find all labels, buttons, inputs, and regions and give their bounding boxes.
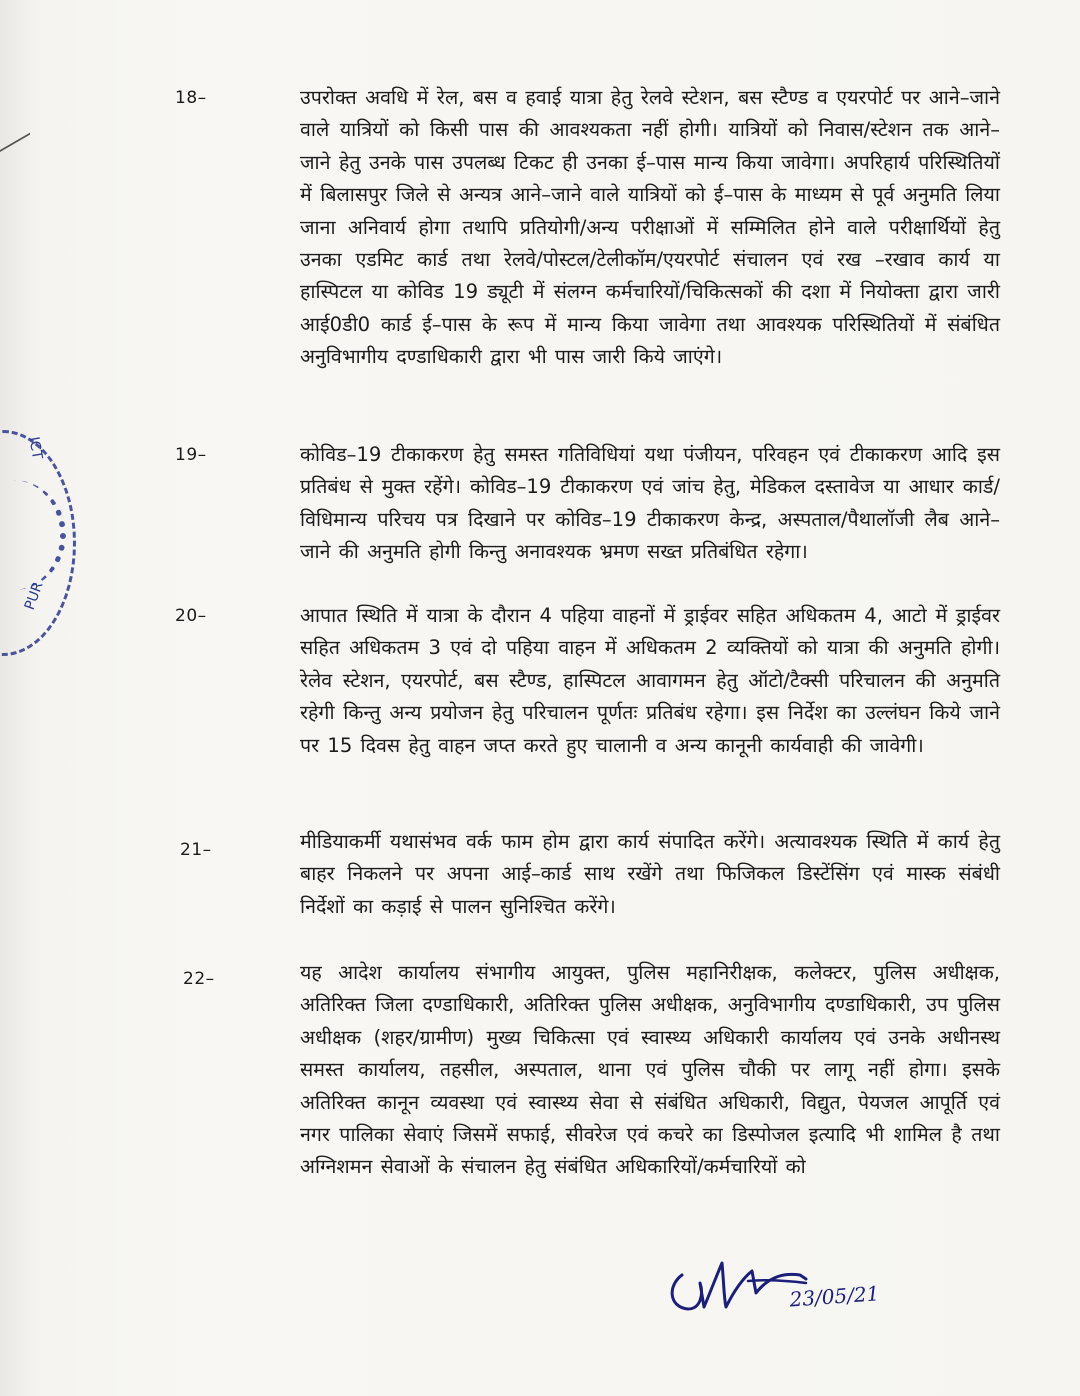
clause-text: मीडियाकर्मी यथासंभव वर्क फाम होम द्वारा कार्य संपादित करेंगे। अत्यावश्यक स्थिति में कार्य हेतु बाहर निकलने पर अपना आई–कार्ड साथ रखेंगे तथा फिजिकल डिस्टेंसिंग एवं मास्क संबंधी निर्देशों का कड़ाई से पालन सुनिश्चित करेंगे। — [300, 830, 1000, 918]
clause-number: 22– — [183, 969, 215, 989]
seal-text-bottom: PUR — [21, 579, 47, 613]
clause-text: यह आदेश कार्यालय संभागीय आयुक्त, पुलिस महानिरीक्षक, कलेक्टर, पुलिस अधीक्षक, अतिरिक्त जिला दण्डाधिकारी, अतिरिक्त पुलिस अधीक्षक, अनुविभागीय दण्डाधिकारी, उप पुलिस अधीक्षक (शहर/ग्रामीण) मुख्य चिकित्सा एवं स्वास्थ्य अधिकारी कार्यालय एवं उनके अधीनस्थ समस्त कार्यालय, तहसील, अस्पताल, थाना एवं पुलिस चौकी पर लागू नहीं होगा। इसके अतिरिक्त कानून व्यवस्था एवं स्वास्थ्य सेवा से संबंधित अधिकारी, विद्युत, पेयजल आपूर्ति एवं नगर पालिका सेवाएं जिसमें सफाई, सीवरेज एवं कचरे का डिस्पोजल इत्यादि भी शामिल है तथा अग्निशमन सेवाओं के संचालन हेतु संबंधित अधिकारियों/कर्मचारियों को — [300, 961, 1000, 1179]
clause-number: 20– — [175, 606, 207, 626]
signature-underline — [748, 1280, 806, 1283]
clause-text: उपरोक्त अवधि में रेल, बस व हवाई यात्रा हेतु रेलवे स्टेशन, बस स्टैण्ड व एयरपोर्ट पर आने–जाने वाले यात्रियों को किसी पास की आवश्यकता नहीं होगी। यात्रियों को निवास/स्टेशन तक आने–जाने हेतु उनके पास उपलब्ध टिकट ही उनका ई–पास मान्य किया जावेगा। अपरिहार्य परिस्थितियों में बिलासपुर जिले से अन्यत्र आने–जाने वाले यात्रियों को ई–पास के माध्यम से पूर्व अनुमति लिया जाना अनिवार्य होगा तथापि प्रतियोगी/अन्य परीक्षाओं में सम्मिलित होने वाले परीक्षार्थियों हेतु उनका एडमिट कार्ड तथा रेलवे/पोस्टल/टेलीकॉम/एयरपोर्ट संचालन एवं रख –रखाव कार्य या हास्पिटल या कोविड 19 ड्यूटी में संलग्न कर्मचारियों/चिकित्सकों की दशा में नियोक्ता द्वारा जारी आई0डी0 कार्ड ई–पास के रूप में मान्य किया जावेगा तथा आवश्यक परिस्थितियों में संबंधित अनुविभागीय दण्डाधिकारी द्वारा भी पास जारी किये जाएंगे। — [300, 86, 1000, 369]
clause-number: 18– — [175, 88, 207, 108]
fold-mark — [0, 93, 30, 152]
clause-number: 19– — [175, 445, 207, 465]
clause-number: 21– — [180, 840, 212, 860]
clause-text: आपात स्थिति में यात्रा के दौरान 4 पहिया वाहनों में ड्राईवर सहित अधिकतम 4, आटो में ड्राईवर सहित अधिकतम 3 एवं दो पहिया वाहन में अधिकतम 2 व्यक्तियों को यात्रा की अनुमति होगी। रेलेव स्टेशन, एयरपोर्ट, बस स्टैण्ड, हास्पिटल आवागमन हेतु ऑटो/टैक्सी परिचालन की अनुमति रहेगी किन्तु अन्य प्रयोजन हेतु परिचालन पूर्णतः प्रतिबंध रहेगा। इस निर्देश का उल्लंघन किये जाने पर 15 दिवस हेतु वाहन जप्त करते हुए चालानी व अन्य कानूनी कार्यवाही की जावेगी। — [300, 604, 1000, 757]
seal-text-top: ICT — [25, 435, 46, 461]
signature — [660, 1235, 930, 1325]
signature-stroke — [672, 1263, 806, 1309]
clause-text: कोविड–19 टीकाकरण हेतु समस्त गतिविधियां यथा पंजीयन, परिवहन एवं टीकाकरण आदि इस प्रतिबंध से मुक्त रहेंगे। कोविड–19 टीकाकरण एवं जांच हेतु, मेडिकल दस्तावेज या आधार कार्ड/विधिमान्य परिचय पत्र दिखाने पर कोविड–19 टीकाकरण केन्द्र, अस्पताल/पैथालॉजी लैब आने–जाने की अनुमति होगी किन्तु अनावश्यक भ्रमण सख्त प्रतिबंधित रहेगा। — [300, 443, 1000, 564]
signature-date: 23/05/21 — [788, 1281, 881, 1312]
